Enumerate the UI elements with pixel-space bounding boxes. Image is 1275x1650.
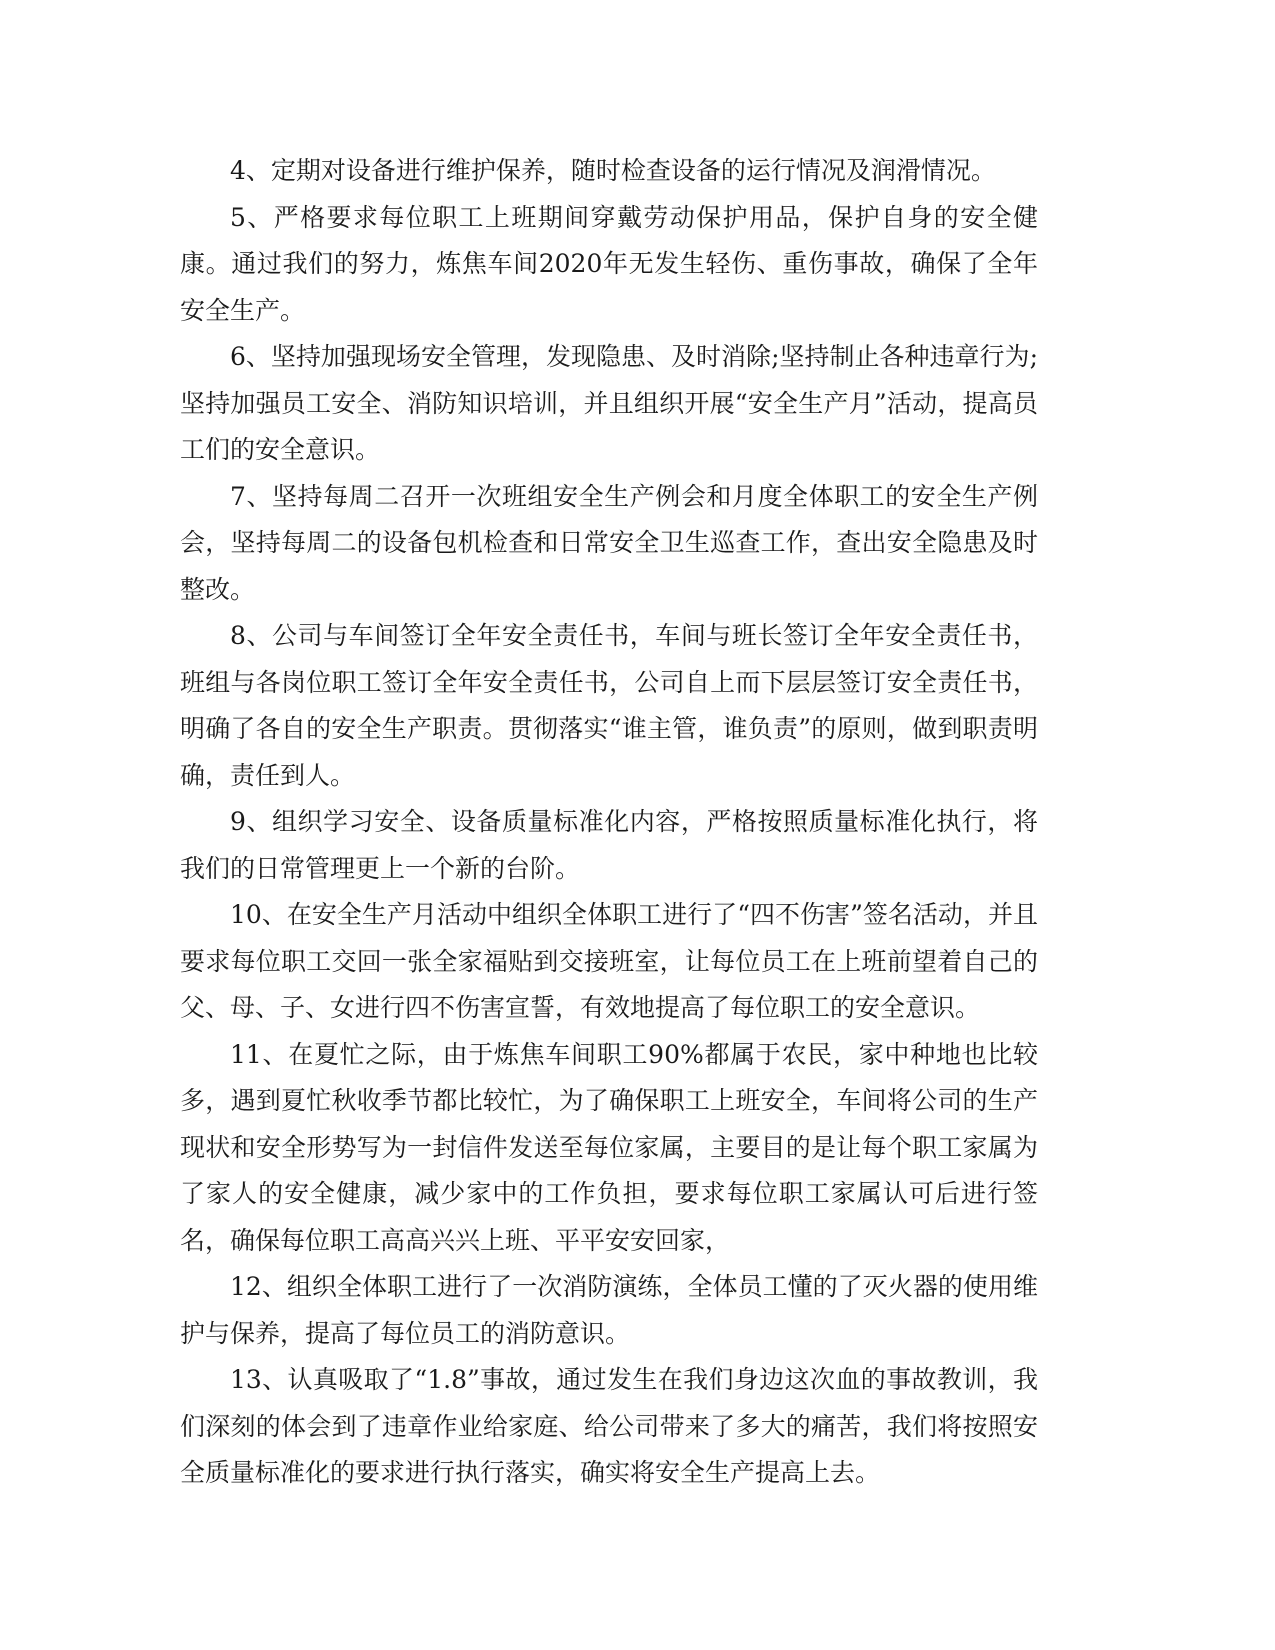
paragraph-item-10: 10、在安全生产月活动中组织全体职工进行了“四不伤害”签名活动，并且要求每位职工交回一张全家福贴到交接班室，让每位员工在上班前望着自己的父、母、子、女进行四不伤害宣誓，有效地提高了每位职工的安全意识。 (180, 900, 1038, 1022)
paragraph-item-5: 5、严格要求每位职工上班期间穿戴劳动保护用品，保护自身的安全健康。通过我们的努力，炼焦车间2020年无发生轻伤、重伤事故，确保了全年安全生产。 (180, 202, 1038, 325)
document-body (180, 148, 1038, 1497)
paragraph-item-11: 11、在夏忙之际，由于炼焦车间职工90%都属于农民，家中种地也比较多，遇到夏忙秋收季节都比较忙，为了确保职工上班安全，车间将公司的生产现状和安全形势写为一封信件发送至每位家属，主要目的是让每个职工家属为了家人的安全健康，减少家中的工作负担，要求每位职工家属认可后进行签名，确保每位职工高高兴兴上班、平平安安回家， (180, 1039, 1038, 1255)
paragraph-item-7: 7、坚持每周二召开一次班组安全生产例会和月度全体职工的安全生产例会，坚持每周二的设备包机检查和日常安全卫生巡查工作，查出安全隐患及时整改。 (180, 481, 1038, 604)
paragraph-item-8: 8、公司与车间签订全年安全责任书，车间与班长签订全年安全责任书，班组与各岗位职工签订全年安全责任书，公司自上而下层层签订安全责任书，明确了各自的安全生产职责。贯彻落实“谁主管，谁负责”的原则，做到职责明确，责任到人。 (180, 621, 1038, 790)
paragraph-item-9: 9、组织学习安全、设备质量标准化内容，严格按照质量标准化执行，将我们的日常管理更上一个新的台阶。 (180, 807, 1038, 883)
paragraph-item-13: 13、认真吸取了“1.8”事故，通过发生在我们身边这次血的事故教训，我们深刻的体会到了违章作业给家庭、给公司带来了多大的痛苦，我们将按照安全质量标准化的要求进行执行落实，确实将安全生产提高上去。 (180, 1365, 1038, 1487)
paragraph-item-4: 4、定期对设备进行维护保养，随时检查设备的运行情况及润滑情况。 (230, 156, 996, 185)
paragraph-item-12: 12、组织全体职工进行了一次消防演练，全体员工懂的了灭火器的使用维护与保养，提高了每位员工的消防意识。 (180, 1272, 1038, 1348)
paragraph-item-6: 6、坚持加强现场安全管理，发现隐患、及时消除;坚持制止各种违章行为;坚持加强员工安全、消防知识培训，并且组织开展“安全生产月”活动，提高员工们的安全意识。 (180, 342, 1038, 464)
